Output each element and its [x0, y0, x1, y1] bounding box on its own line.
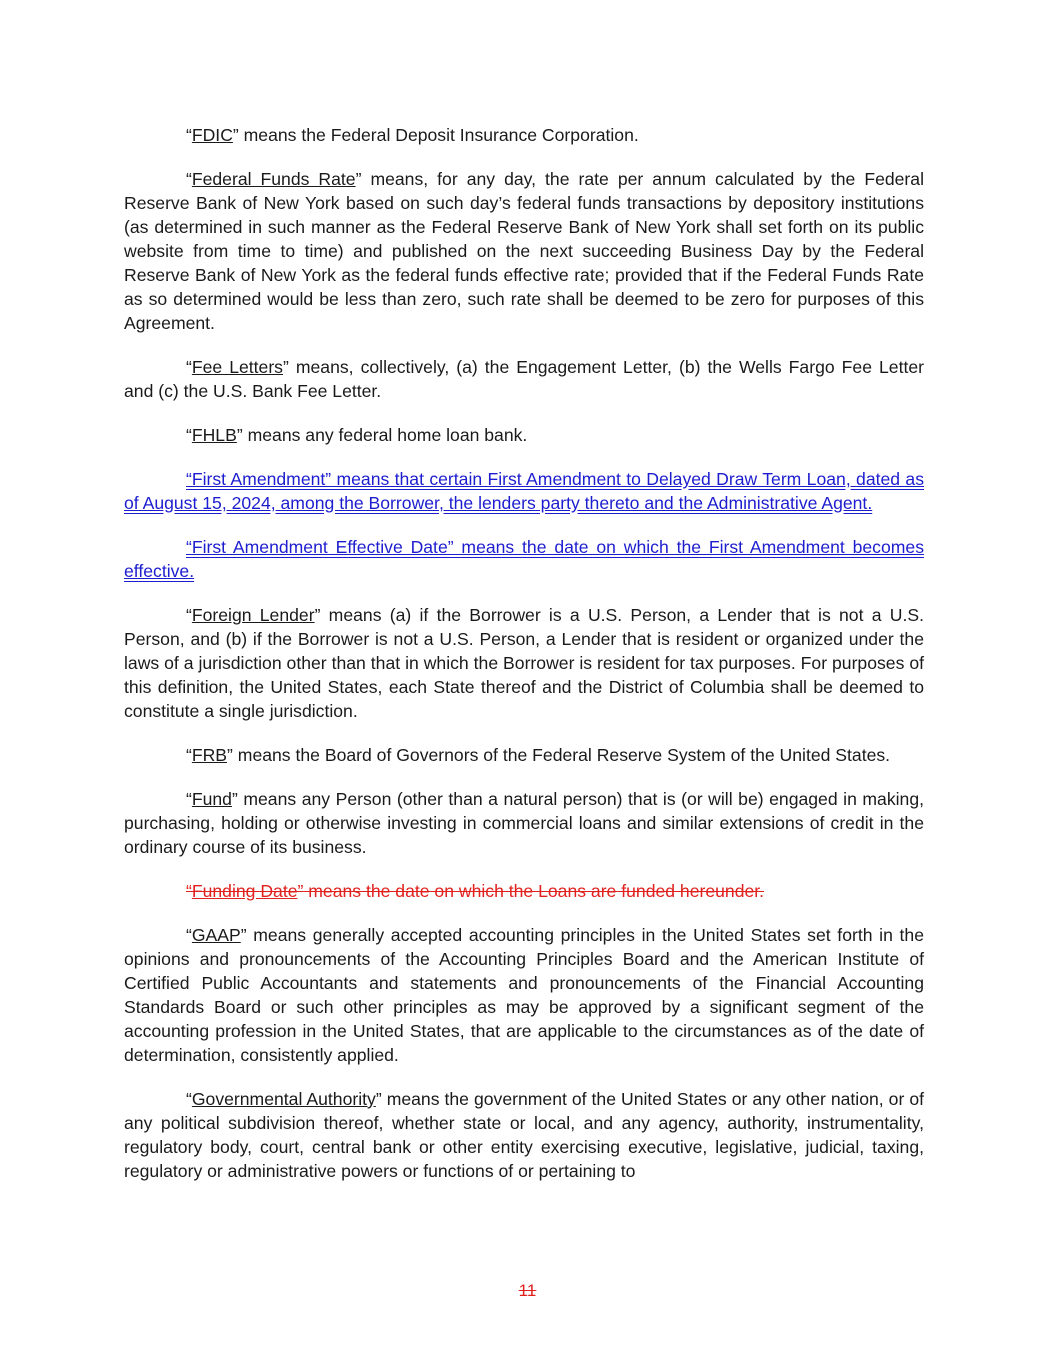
definition-body: means any federal home loan bank.	[242, 425, 528, 445]
close-quote: ”	[231, 789, 238, 809]
definition-body: means the government of the United States or any other nation, or of any political subdivision thereof, whether state or local, and any agency, authority, instrumentality, regulatory body, court, central bank or other entity exercising executive, legislative, judicial, taxing, regulatory or administrative powers or functions of or pertaining to	[124, 1089, 924, 1181]
defined-term: Foreign Lender	[191, 605, 315, 625]
open-quote: “	[186, 789, 192, 809]
defined-term: Governmental Authority	[191, 1089, 376, 1109]
open-quote: “	[186, 881, 192, 901]
close-quote: ”	[355, 169, 362, 189]
defined-term: FDIC	[191, 125, 233, 145]
definition-fhlb	[124, 423, 924, 447]
definition-federal-funds-rate	[124, 167, 924, 335]
definition-frb	[124, 743, 924, 767]
defined-term: Fee Letters	[191, 357, 283, 377]
open-quote: “	[186, 605, 192, 625]
definition-body: means (a) if the Borrower is a U.S. Person, a Lender that is not a U.S. Person, and (b) if the Borrower is not a U.S. Person, a Lender that is resident or organized under the laws of a jurisdiction other than that in which the Borrower is resident for tax purposes. For purposes of this definition, the United States, each State thereof and the District of Columbia shall be deemed to constitute a single jurisdiction.	[124, 605, 924, 721]
definition-foreign-lender	[124, 603, 924, 723]
definition-fund	[124, 787, 924, 859]
definition-fee-letters	[124, 355, 924, 403]
definition-body: means, for any day, the rate per annum calculated by the Federal Reserve Bank of New York based on such day’s federal funds transactions by depository institutions (as determined in such manner as the Federal Reserve Bank of New York shall set forth on its public website from time to time) and published on the next succeeding Business Day by the Federal Reserve Bank of New York as the federal funds effective rate; provided that if the Federal Funds Rate as so determined would be less than zero, such rate shall be deemed to be zero for purposes of this Agreement.	[124, 169, 924, 333]
document-page	[124, 123, 924, 1203]
open-quote: “	[186, 425, 192, 445]
defined-term: FHLB	[191, 425, 237, 445]
open-quote: “	[186, 169, 192, 189]
close-quote: ”	[282, 357, 289, 377]
definition-gaap	[124, 923, 924, 1067]
close-quote: ”	[314, 605, 321, 625]
definition-body: means the Board of Governors of the Federal Reserve System of the United States.	[232, 745, 891, 765]
open-quote: “	[186, 745, 192, 765]
close-quote: ”	[375, 1089, 382, 1109]
close-quote: ”	[232, 125, 239, 145]
defined-term: GAAP	[191, 925, 241, 945]
open-quote: “	[186, 125, 192, 145]
definition-first-amendment-effective-date-inserted	[124, 535, 924, 583]
definition-fdic	[124, 123, 924, 147]
page-number: 11	[518, 1281, 537, 1300]
defined-term: Fund	[191, 789, 232, 809]
open-quote: “	[186, 925, 192, 945]
definition-first-amendment-inserted	[124, 467, 924, 515]
close-quote: ”	[240, 925, 247, 945]
definition-body: means any Person (other than a natural person) that is (or will be) engaged in making, purchasing, holding or otherwise investing in commercial loans and similar extensions of credit in the ordinary course of its business.	[124, 789, 924, 857]
inserted-text: “First Amendment Effective Date” means the date on which the First Amendment becomes effective.	[124, 537, 924, 581]
defined-term: Federal Funds Rate	[191, 169, 356, 189]
defined-term: Funding Date	[191, 881, 298, 901]
close-quote: ”	[227, 745, 233, 765]
open-quote: “	[186, 357, 192, 377]
definition-governmental-authority	[124, 1087, 924, 1183]
inserted-text: “First Amendment” means that certain First Amendment to Delayed Draw Term Loan, dated as of August 15, 2024, among the Borrower, the lenders party thereto and the Administrative Agent.	[124, 469, 924, 513]
definition-body: means, collectively, (a) the Engagement Letter, (b) the Wells Fargo Fee Letter and (c) the U.S. Bank Fee Letter.	[124, 357, 924, 401]
definition-body: means the date on which the Loans are funded hereunder.	[303, 881, 765, 901]
close-quote: ”	[297, 881, 304, 901]
open-quote: “	[186, 1089, 192, 1109]
definition-body: means the Federal Deposit Insurance Corporation.	[238, 125, 639, 145]
defined-term: FRB	[191, 745, 228, 765]
definition-body: means generally accepted accounting principles in the United States set forth in the opinions and pronouncements of the Accounting Principles Board and the American Institute of Certified Public Accountants and statements and pronouncements of the Financial Accounting Standards Board or such other principles as may be approved by a significant segment of the accounting profession in the United States, that are applicable to the circumstances as of the date of determination, consistently applied.	[124, 925, 924, 1065]
close-quote: ”	[236, 425, 243, 445]
definition-funding-date-deleted	[124, 879, 924, 903]
